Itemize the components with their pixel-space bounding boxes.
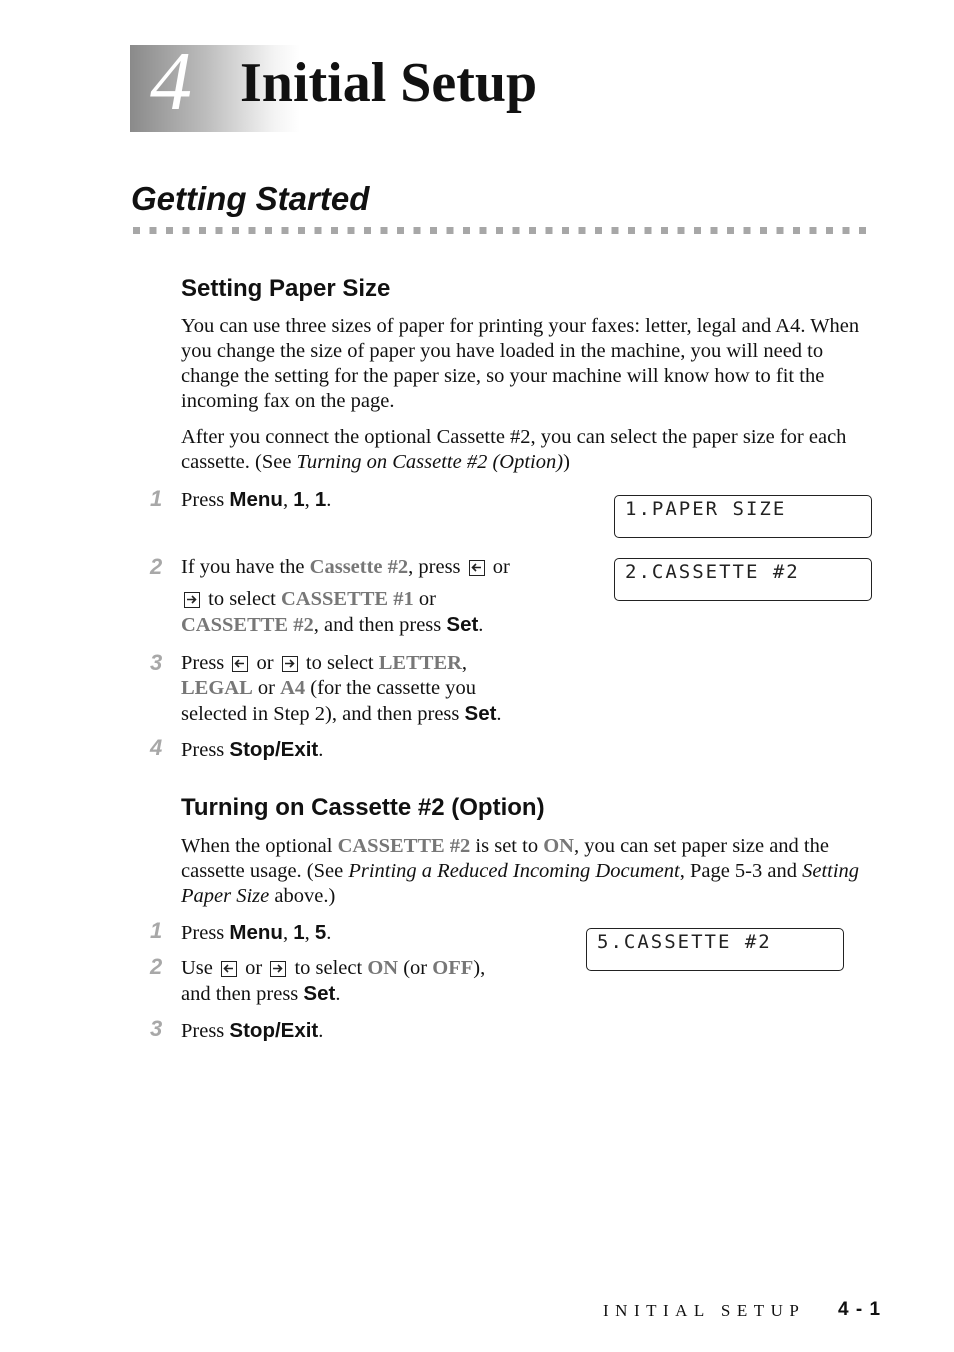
key-label: Set [446,613,479,636]
step-text-part: Press [181,1020,230,1042]
key-label: Menu [229,488,283,511]
paper-size-note [181,425,881,475]
lcd-word: ON [367,957,399,979]
section-title: Getting Started [131,180,370,217]
intro-text-part: is set to [470,835,544,857]
paper-size-intro [181,314,881,414]
step-number: 2 [150,554,163,579]
step-text-part: or [252,677,281,699]
right-arrow-key-icon [270,961,286,977]
step-text-part: . [326,922,332,944]
note-reference: Turning on Cassette #2 (Option) [296,451,564,473]
intro-reference: Printing a Reduced Incoming Document [348,860,680,882]
step-number: 1 [150,918,163,943]
lcd-word: CASSETTE #1 [281,588,414,610]
step-text-part: , press [408,556,461,578]
key-label: Set [303,982,336,1005]
intro-reference: Setting Paper Size [181,860,860,907]
key-label: Set [464,702,497,725]
step-text-part: . [335,983,341,1005]
lcd-word: CASSETTE #2 [181,614,314,636]
step-text-part: Press [181,922,230,944]
left-arrow-key-icon [469,560,485,576]
left-arrow-key-icon [221,961,237,977]
step-text [181,487,331,513]
step-number: 1 [150,486,163,511]
paper-size-heading: Setting Paper Size [181,275,391,302]
lcd-screen: 2.CASSETTE #2 [614,558,872,601]
lcd-screen: 5.CASSETTE #2 [586,928,844,971]
step-text-part: selected in Step 2), and then press [181,703,465,725]
step-number: 2 [150,954,163,979]
step-text-part: and then press [181,983,304,1005]
step-text-part: or [256,652,274,674]
key-label: 1 [314,488,327,511]
footer-page-number: 4 - 1 [838,1299,882,1320]
lcd-word: LEGAL [181,677,253,699]
step-text-part: , and then press [313,614,447,636]
note-text-a: After you connect the optional Cassette #2, you can select the paper size for each cassette. (See [181,426,847,473]
step-number: 3 [150,650,163,675]
section-divider [133,227,875,234]
step-text [181,651,581,727]
step-number: 3 [150,1016,163,1041]
step-text-part: Press [181,652,225,674]
step-text-part: ), [473,957,486,979]
chapter-number: 4 [150,35,192,128]
step-text-part: or [492,556,510,578]
step-text-part: Press [181,489,230,511]
lcd-word: Cassette #2 [309,556,409,578]
step-text-part: or [245,957,263,979]
step-text-part: to select [208,588,281,610]
intro-text-part: When the optional [181,835,338,857]
step-text-part: . [478,614,484,636]
step-text-part: to select [294,957,368,979]
lcd-word: OFF [432,957,474,979]
step-text-part: . [326,489,332,511]
paper-size-intro-text: You can use three sizes of paper for printing your faxes: letter, legal and A4. When you change the size of paper you have loaded in the machine, you will need to change the setting for the paper size, so your machine will know how to fit the incoming fax on the page. [181,315,860,412]
key-label: 1 [293,921,305,944]
step-text-part: . [318,1020,324,1042]
intro-text-part: , Page 5-3 and [679,860,803,882]
step-text-part: (or [398,957,433,979]
step-text-part: If you have the [181,556,310,578]
chapter-title: Initial Setup [240,52,538,114]
key-label: Stop/Exit [229,1019,319,1042]
key-label: 1 [293,488,305,511]
key-label: 5 [314,921,327,944]
step-text [181,737,323,763]
intro-text-part: , you can set paper size and the cassette usage. (See [181,835,829,882]
step-text-part: , [282,922,294,944]
lcd-word: ON [543,835,574,857]
step-text [181,956,561,1007]
step-text-part: , [282,489,294,511]
key-label: Stop/Exit [229,738,319,761]
cassette-heading: Turning on Cassette #2 (Option) [181,794,545,821]
step-text-part: (for the cassette you [305,677,476,699]
step-number: 4 [150,735,163,760]
step-text-part: Use [181,957,213,979]
footer-chapter-label: INITIAL SETUP [603,1301,806,1320]
key-label: Menu [229,921,283,944]
step-text [181,555,561,638]
cassette-intro [181,834,881,909]
right-arrow-key-icon [184,592,200,608]
step-text-part: , [461,652,468,674]
step-text [181,920,331,946]
step-text-part: or [413,588,436,610]
lcd-word: A4 [280,677,306,699]
step-text-part: . [318,739,324,761]
lcd-screen: 1.PAPER SIZE [614,495,872,538]
intro-text-part: above.) [269,885,336,907]
note-text-b: ) [563,451,570,473]
left-arrow-key-icon [232,656,248,672]
step-text-part: . [496,703,502,725]
step-text-part: , [304,922,315,944]
step-text-part: to select [305,652,379,674]
lcd-word: LETTER [378,652,462,674]
lcd-word: CASSETTE #2 [337,835,471,857]
step-text [181,1018,323,1044]
step-text-part: Press [181,739,230,761]
step-text-part: , [304,489,315,511]
right-arrow-key-icon [282,656,298,672]
